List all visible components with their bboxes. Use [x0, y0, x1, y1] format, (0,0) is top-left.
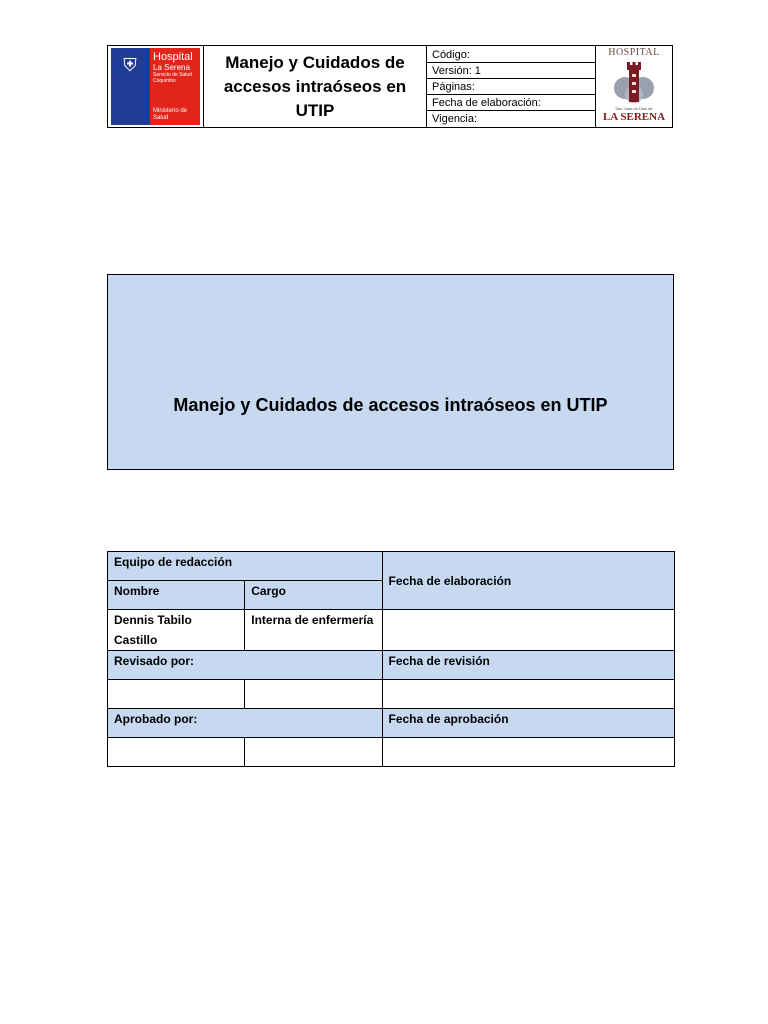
- meta-vigencia: Vigencia:: [432, 112, 478, 125]
- nombre-label: Nombre: [108, 581, 245, 610]
- reviewer-role-cell: [245, 680, 382, 709]
- hospital-logo-cell: [596, 46, 673, 128]
- author-role: Interna de enfermería: [245, 610, 382, 651]
- tower-emblem-icon: [612, 60, 656, 106]
- fecha-elaboracion-label: Fecha de elaboración: [382, 552, 675, 610]
- meta-paginas: Páginas:: [427, 79, 595, 95]
- author-date-cell: [382, 610, 675, 651]
- revisado-por-label: Revisado por:: [108, 651, 383, 680]
- document-title-box: [107, 274, 674, 470]
- approver-name-cell: [108, 738, 245, 767]
- meta-fecha-elaboracion: Fecha de elaboración:: [427, 95, 595, 111]
- logo-ministerio-text: Ministerio de Salud: [153, 108, 188, 121]
- review-date-cell: [382, 680, 675, 709]
- logo-la-serena-text: La Serena: [153, 63, 190, 72]
- fecha-revision-label: Fecha de revisión: [382, 651, 675, 680]
- hospital-san-juan-de-dios-logo: [599, 47, 669, 126]
- document-header: [107, 45, 673, 128]
- approval-table: [107, 551, 675, 767]
- approval-date-cell: [382, 738, 675, 767]
- logo-coquimbo-text: Coquimbo: [153, 78, 176, 84]
- hospital-la-serena-logo: [111, 48, 200, 125]
- meta-codigo: Código:: [427, 47, 595, 63]
- cargo-label: Cargo: [245, 581, 382, 610]
- chile-shield-icon: ⛨: [123, 55, 137, 75]
- equipo-redaccion-label: Equipo de redacción: [108, 552, 383, 581]
- document-title: Manejo y Cuidados de accesos intraóseos en UTIP: [173, 395, 608, 415]
- logo-hospital-text: Hospital: [153, 51, 193, 63]
- approver-role-cell: [245, 738, 382, 767]
- header-meta: [427, 46, 596, 128]
- header-title: Manejo y Cuidados de accesos intraóseos en UTIP: [204, 46, 427, 128]
- logo-servicio-text: Servicio de Salud: [153, 72, 192, 78]
- fecha-aprobacion-label: Fecha de aprobación: [382, 709, 675, 738]
- meta-version: Versión: 1: [427, 63, 595, 79]
- hospital-word: HOSPITAL: [608, 47, 660, 58]
- author-name: Dennis Tabilo Castillo: [108, 610, 245, 651]
- aprobado-por-label: Aprobado por:: [108, 709, 383, 738]
- hospital-small-text: San Juan de Dios de: [615, 106, 653, 111]
- minsal-logo-cell: [108, 46, 204, 128]
- la-serena-text: LA SERENA: [602, 111, 666, 123]
- reviewer-name-cell: [108, 680, 245, 709]
